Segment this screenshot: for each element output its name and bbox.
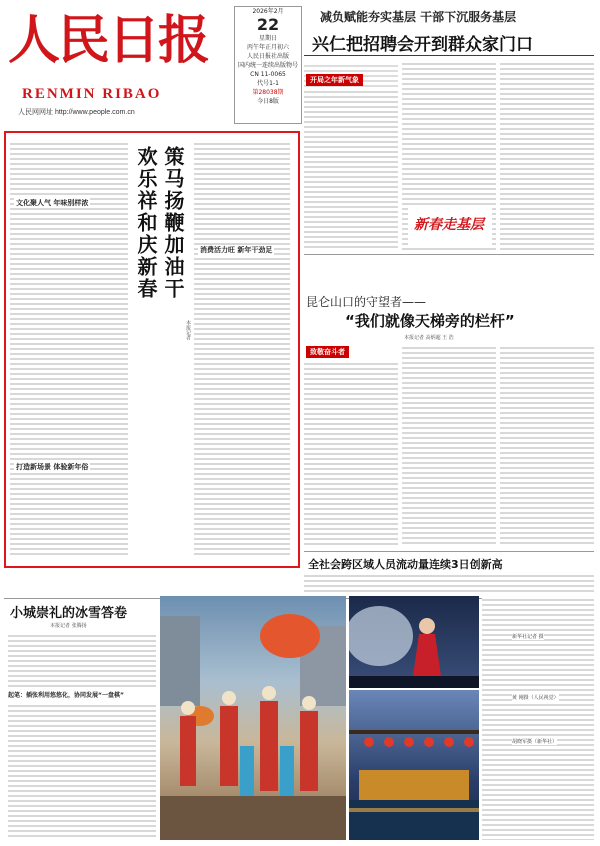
text-lines (8, 632, 156, 688)
date-lunar: 丙午年正月初六 (246, 44, 289, 51)
masthead-url: 人民网网址 http://www.people.com.cn (18, 109, 135, 116)
divider (304, 254, 594, 255)
divider (304, 55, 594, 56)
lead-subhead-3: 打造新场景 体验新年俗 (16, 463, 89, 471)
lead-subhead-2: 消费活力旺 新年干劲足 (200, 246, 273, 254)
text-lines (194, 140, 290, 558)
publisher: 人民日报社出版 (246, 53, 289, 60)
top-headline-2: 兴仁把招聘会开到群众家门口 (312, 35, 533, 55)
text-lines (304, 572, 594, 594)
bottom-headline: 小城崇礼的冰雪答卷 (10, 606, 128, 621)
date-box (234, 6, 302, 124)
flow-headline: 全社会跨区域人员流动量连续3日创新高 (308, 558, 503, 571)
cn-number: CN 11-0065 (250, 71, 286, 78)
lead-title-col2: 策马扬鞭加油干 (161, 146, 185, 300)
text-lines (500, 344, 594, 546)
lead-subhead-1: 文化聚人气 年味别样浓 (16, 199, 89, 207)
text-lines (304, 88, 398, 248)
text-lines (500, 60, 594, 250)
date-day: 22 (256, 15, 280, 34)
date-year-month: 2026年2月 (252, 8, 284, 15)
issue-number: 第28038期 (252, 89, 284, 96)
text-lines (402, 344, 496, 546)
lead-byline: 本报记者 (185, 320, 191, 340)
masthead-pinyin: RENMIN RIBAO (22, 86, 162, 102)
text-lines (8, 702, 156, 840)
festival-photo (160, 596, 346, 840)
lead-title-col1: 欢乐祥和庆新春 (134, 146, 158, 300)
date-weekday: 星期日 (258, 35, 277, 42)
page-count: 今日8版 (257, 98, 279, 105)
photo-credit-1: 新华社记者 摄 (512, 634, 544, 640)
text-lines (304, 360, 398, 546)
code: 代号1-1 (257, 80, 279, 87)
section-tag-2: 致敬奋斗者 (306, 346, 349, 358)
masthead-logo: 人民日报 (8, 10, 209, 71)
new-year-stamp: 新春走基层 (414, 217, 484, 233)
kunlun-kicker: 昆仑山口的守望者—— (306, 295, 427, 309)
kunlun-byline: 本报记者 高炳超 王 浩 (404, 335, 454, 341)
photo-credit-2: 黄 刚摄（人民视觉） (512, 695, 559, 701)
divider (304, 551, 594, 552)
section-tag: 开局之年新气象 (306, 74, 363, 86)
top-headline-1: 减负赋能夯实基层 干部下沉服务基层 (320, 10, 517, 24)
lantern-bridge-photo (349, 690, 479, 840)
kunlun-headline: “我们就像天梯旁的栏杆” (345, 312, 515, 330)
night-performer-photo (349, 596, 479, 688)
bottom-byline: 本报记者 张腾扬 (50, 623, 87, 629)
bottom-subhead: 起笔：插张利用悠悠化，协同发展“一盘棋” (8, 692, 124, 699)
photo-credit-3: 胡晓军摄（新华社） (512, 739, 558, 745)
issn: 国内统一连续出版物号 (237, 62, 298, 69)
